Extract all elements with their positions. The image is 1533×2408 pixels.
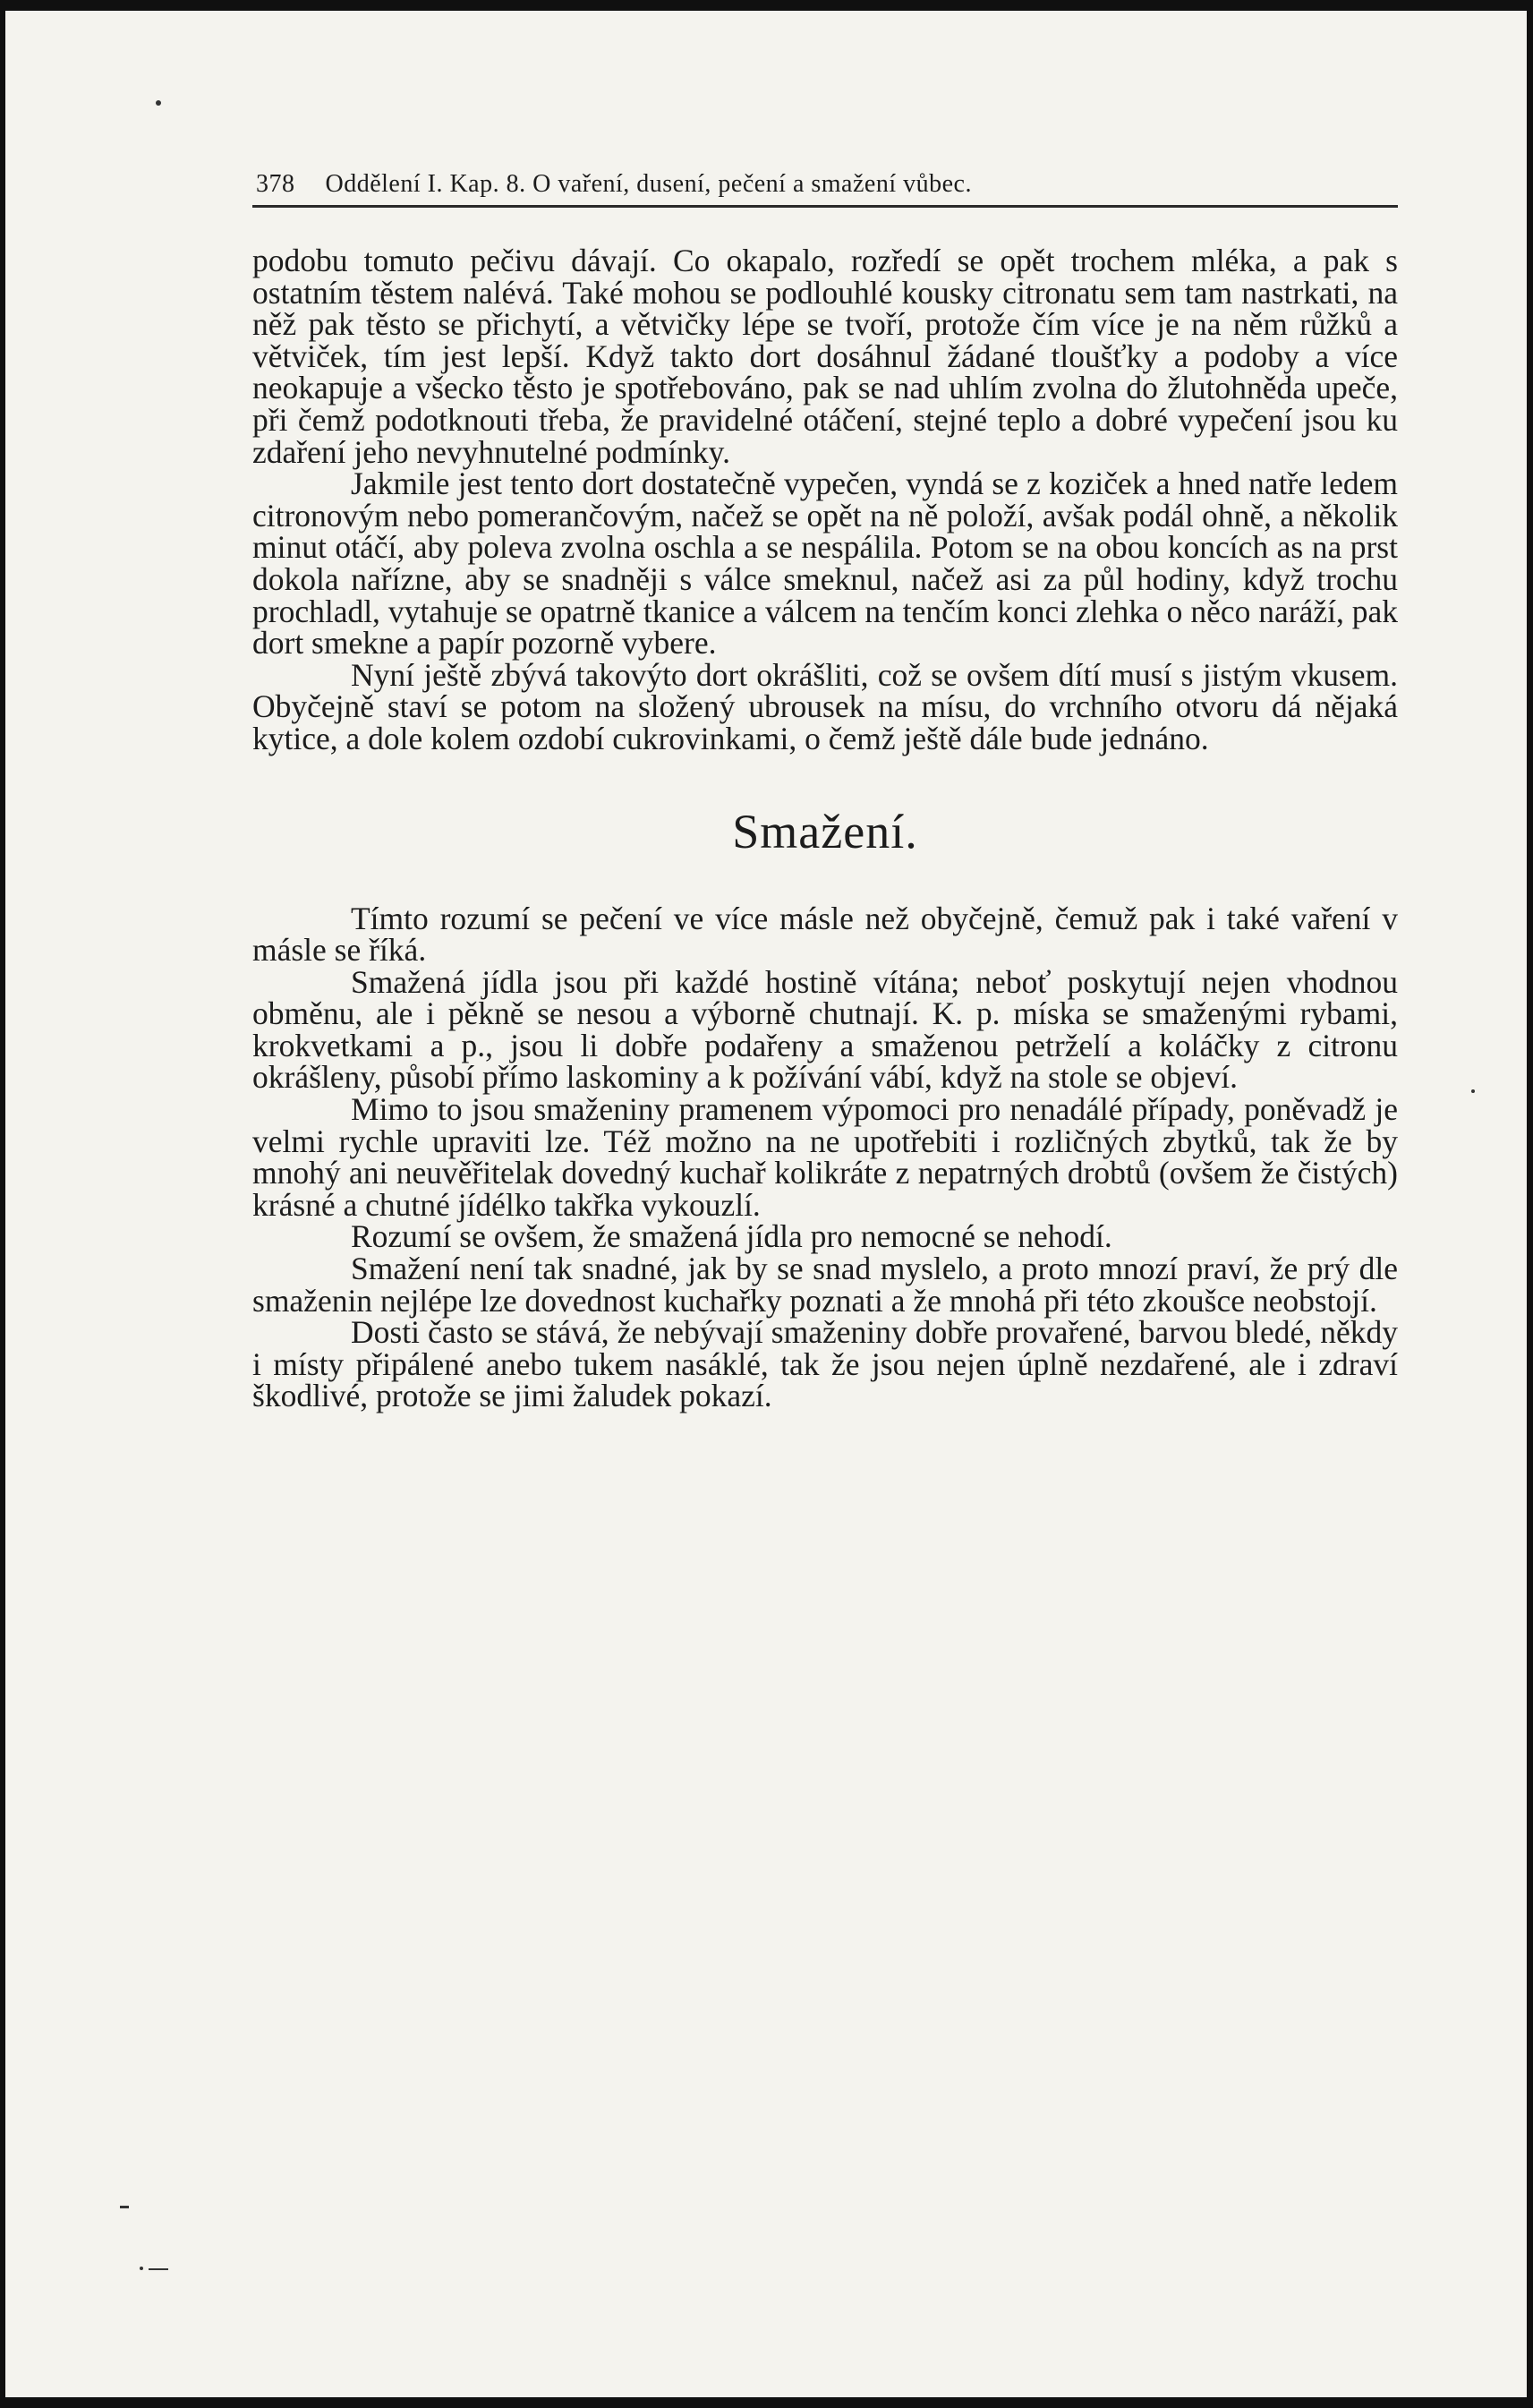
running-header (256, 170, 1401, 199)
running-title: Oddělení I. Kap. 8. O vaření, dusení, pečení a smažení vůbec. (325, 170, 972, 198)
page-number: 378 (256, 170, 295, 198)
paragraph: Rozumí se ovšem, že smažená jídla pro nemocné se nehodí. (351, 1218, 1112, 1255)
page-body (252, 245, 1398, 1413)
paragraph: Tímto rozumí se pečení ve více másle než obyčejně, čemuž pak i také vaření v másle se říká. (252, 900, 1398, 969)
header-rule (252, 205, 1398, 208)
speck (1471, 1089, 1475, 1093)
paragraph: Smažení není tak snadné, jak by se snad myslelo, a proto mnozí praví, že prý dle smaženin nejlépe lze dovednost kuchařky poznati a že mnohá při této zkoušce neobstojí. (252, 1251, 1398, 1319)
paragraph: Nyní ještě zbývá takovýto dort okrášliti, což se ovšem dítí musí s jistým vkusem. Obyčejně staví se potom na složený ubrousek na mísu, do vrchního otvoru dá nějaká kytice, a dole kolem ozdobí cukrovinkami, o čemž ještě dále bude jednáno. (252, 656, 1398, 756)
section-heading: Smažení. (732, 804, 918, 858)
paragraph: Smažená jídla jsou při každé hostině vítána; neboť poskytují nejen vhodnou obměnu, ale i pěkně se nesou a výborně chutnají. K. p. míska se smaženými rybami, krokvetkami a p., jsou li dobře podařeny a smaženou petrželí a koláčky z citronu okrášleny, působí přímo laskominy a k požívání vábí, když na stole se objeví. (252, 963, 1398, 1096)
paragraph: Dosti často se stává, že nebývají smaženiny dobře provařené, barvou bledé, někdy i místy připálené anebo tukem nasáklé, tak že jsou nejen úplně nezdařené, ale i zdraví škodlivé, protože se jimi žaludek pokazí. (252, 1314, 1398, 1414)
speck (149, 2268, 168, 2270)
speck (156, 100, 161, 106)
speck (140, 2267, 143, 2270)
paragraph: Mimo to jsou smaženiny pramenem výpomoci pro nenadálé případy, poněvadž je velmi rychle upraviti lze. Též možno na ne upotřebiti i rozličných zbytků, tak že by mnohý ani neuvěřitelak dovedný kuchař kolikráte z nepatrných drobtů (ovšem že čistých) krásné a chutné jídélko takřka vykouzlí. (252, 1091, 1398, 1223)
paragraph: Jakmile jest tento dort dostatečně vypečen, vyndá se z koziček a hned natře ledem citronovým nebo pomerančovým, načež se opět na ně položí, avšak podál ohně, a několik minut otáčí, aby poleva zvolna oschla a se nespálila. Potom se na obou koncích as na prst dokola nařízne, aby se snadněji s válce smeknul, načež asi za půl hodiny, když trochu prochladl, vytahuje se opatrně tkanice a válcem na tenčím konci zlehka o něco naráží, pak dort smekne a papír pozorně vybere. (252, 465, 1398, 662)
book-page (5, 11, 1527, 2397)
speck (120, 2206, 129, 2208)
paragraph: podobu tomuto pečivu dávají. Co okapalo, rozředí se opět trochem mléka, a pak s ostatním těstem nalévá. Také mohou se podlouhlé kousky citronatu sem tam nastrkati, na něž pak těsto se přichytí, a větvičky lépe se tvoří, protože čím více je na něm růžků a větviček, tím jest lepší. Když takto dort dosáhnul žádané tloušťky a podoby a více neokapuje a všecko těsto je spotřebováno, pak se nad uhlím zvolna do žlutohněda upeče, při čemž podotknouti třeba, že pravidelné otáčení, stejné teplo a dobré vypečení jsou ku zdaření jeho nevyhnutelné podmínky. (252, 243, 1398, 470)
